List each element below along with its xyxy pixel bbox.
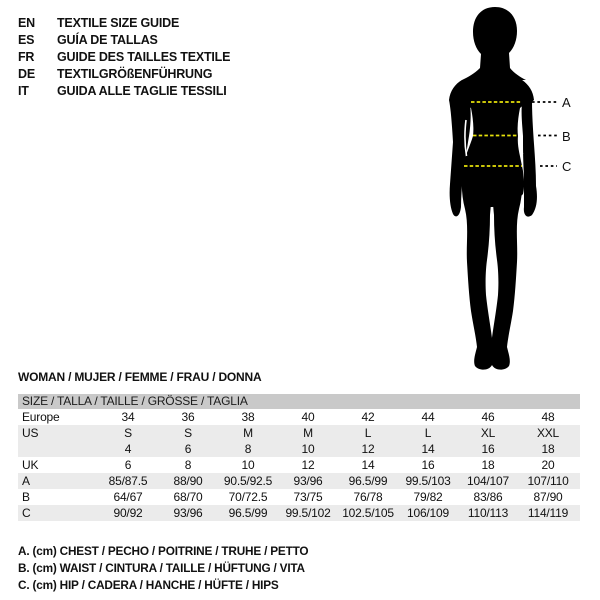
size-value: 90.5/92.5 — [223, 474, 273, 488]
size-value: 38 — [241, 410, 255, 424]
size-value: 46 — [481, 410, 495, 424]
guide-title: GUIDA ALLE TAGLIE TESSILI — [57, 84, 227, 98]
size-value: 87/90 — [533, 490, 563, 504]
measure-label-chest: A — [562, 95, 571, 110]
row-label: US — [22, 426, 39, 440]
size-value: 104/107 — [467, 474, 509, 488]
size-value: 85/87.5 — [108, 474, 148, 488]
guide-title: GUIDE DES TAILLES TEXTILE — [57, 50, 231, 64]
row-label: UK — [22, 458, 39, 472]
table-row-uk — [18, 457, 580, 473]
size-value: 73/75 — [293, 490, 323, 504]
size-value: 110/113 — [467, 506, 509, 520]
size-value: M — [243, 426, 253, 440]
language-title-list — [18, 15, 230, 100]
size-value: 14 — [361, 458, 375, 472]
size-value: 4 — [124, 442, 132, 456]
row-label: C — [22, 506, 31, 520]
size-value: L — [364, 426, 372, 440]
size-value: 107/110 — [527, 474, 569, 488]
table-row-hip-c — [18, 505, 580, 521]
size-value: 70/72.5 — [228, 490, 268, 504]
size-value: 40 — [301, 410, 315, 424]
size-value: 96.5/99 — [228, 506, 268, 520]
right-arm-gap — [520, 122, 523, 154]
size-value: 20 — [541, 458, 555, 472]
size-value: 83/86 — [473, 490, 503, 504]
size-value: 6 — [124, 458, 132, 472]
size-value: XL — [480, 426, 496, 440]
table-row-europe — [18, 409, 580, 425]
size-value: 99.5/103 — [405, 474, 451, 488]
size-value: 99.5/102 — [285, 506, 331, 520]
size-value: 90/92 — [113, 506, 143, 520]
row-label: B — [22, 490, 30, 504]
guide-title: TEXTILE SIZE GUIDE — [57, 16, 180, 30]
size-value: 102.5/105 — [342, 506, 394, 520]
size-value: 12 — [301, 458, 315, 472]
language-row-en — [18, 15, 230, 32]
size-value: 10 — [301, 442, 315, 456]
size-value: S — [124, 426, 132, 440]
size-value: 76/78 — [353, 490, 383, 504]
guide-title: GUÍA DE TALLAS — [57, 33, 158, 47]
measure-label-waist: B — [562, 129, 571, 144]
size-value: 34 — [121, 410, 135, 424]
size-value: 10 — [241, 458, 255, 472]
legend-waist: B. (cm) WAIST / CINTURA / TAILLE / HÜFTUNG / VITA — [18, 561, 305, 575]
size-table — [18, 394, 580, 521]
size-value: 79/82 — [413, 490, 443, 504]
language-code: EN — [18, 16, 35, 30]
size-value: 6 — [184, 442, 192, 456]
table-row-waist-b — [18, 489, 580, 505]
measurement-legend — [18, 543, 308, 594]
size-value: 64/67 — [113, 490, 143, 504]
size-value: 93/96 — [293, 474, 323, 488]
legend-hip: C. (cm) HIP / CADERA / HANCHE / HÜFTE / HIPS — [18, 578, 279, 592]
table-row-chest-a — [18, 473, 580, 489]
table-row-us-numeric — [18, 441, 580, 457]
size-value: S — [184, 426, 192, 440]
size-value: 12 — [361, 442, 375, 456]
gender-title: WOMAN / MUJER / FEMME / FRAU / DONNA — [18, 370, 262, 384]
size-value: 106/109 — [407, 506, 449, 520]
language-code: IT — [18, 84, 29, 98]
language-code: FR — [18, 50, 35, 64]
guide-title: TEXTILGRÖßENFÜHRUNG — [57, 67, 213, 81]
size-value: 36 — [181, 410, 195, 424]
measure-label-hip: C — [562, 159, 572, 174]
size-value: 68/70 — [173, 490, 203, 504]
size-value: 48 — [541, 410, 555, 424]
language-row-de — [18, 66, 230, 83]
size-value: XXL — [536, 426, 560, 440]
size-value: 18 — [541, 442, 555, 456]
size-value: 42 — [361, 410, 375, 424]
size-value: 114/119 — [527, 506, 569, 520]
language-code: ES — [18, 33, 35, 47]
size-value: L — [424, 426, 432, 440]
size-value: 93/96 — [173, 506, 203, 520]
language-row-es — [18, 32, 230, 49]
language-row-it — [18, 83, 230, 100]
size-table-header: SIZE / TALLA / TAILLE / GRÖSSE / TAGLIA — [18, 394, 580, 409]
size-value: 44 — [421, 410, 435, 424]
table-row-us-letter — [18, 425, 580, 441]
size-value: 96.5/99 — [348, 474, 388, 488]
row-label: A — [22, 474, 30, 488]
language-code: DE — [18, 67, 35, 81]
woman-silhouette-figure — [420, 4, 560, 370]
size-value: 16 — [481, 442, 495, 456]
size-value: 18 — [481, 458, 495, 472]
size-value: 8 — [184, 458, 192, 472]
legend-chest: A. (cm) CHEST / PECHO / POITRINE / TRUHE / PETTO — [18, 544, 309, 558]
size-value: M — [303, 426, 313, 440]
row-label: Europe — [22, 410, 60, 424]
size-value: 16 — [421, 458, 435, 472]
language-row-fr — [18, 49, 230, 66]
size-value: 14 — [421, 442, 435, 456]
size-value: 88/90 — [173, 474, 203, 488]
size-value: 8 — [244, 442, 252, 456]
